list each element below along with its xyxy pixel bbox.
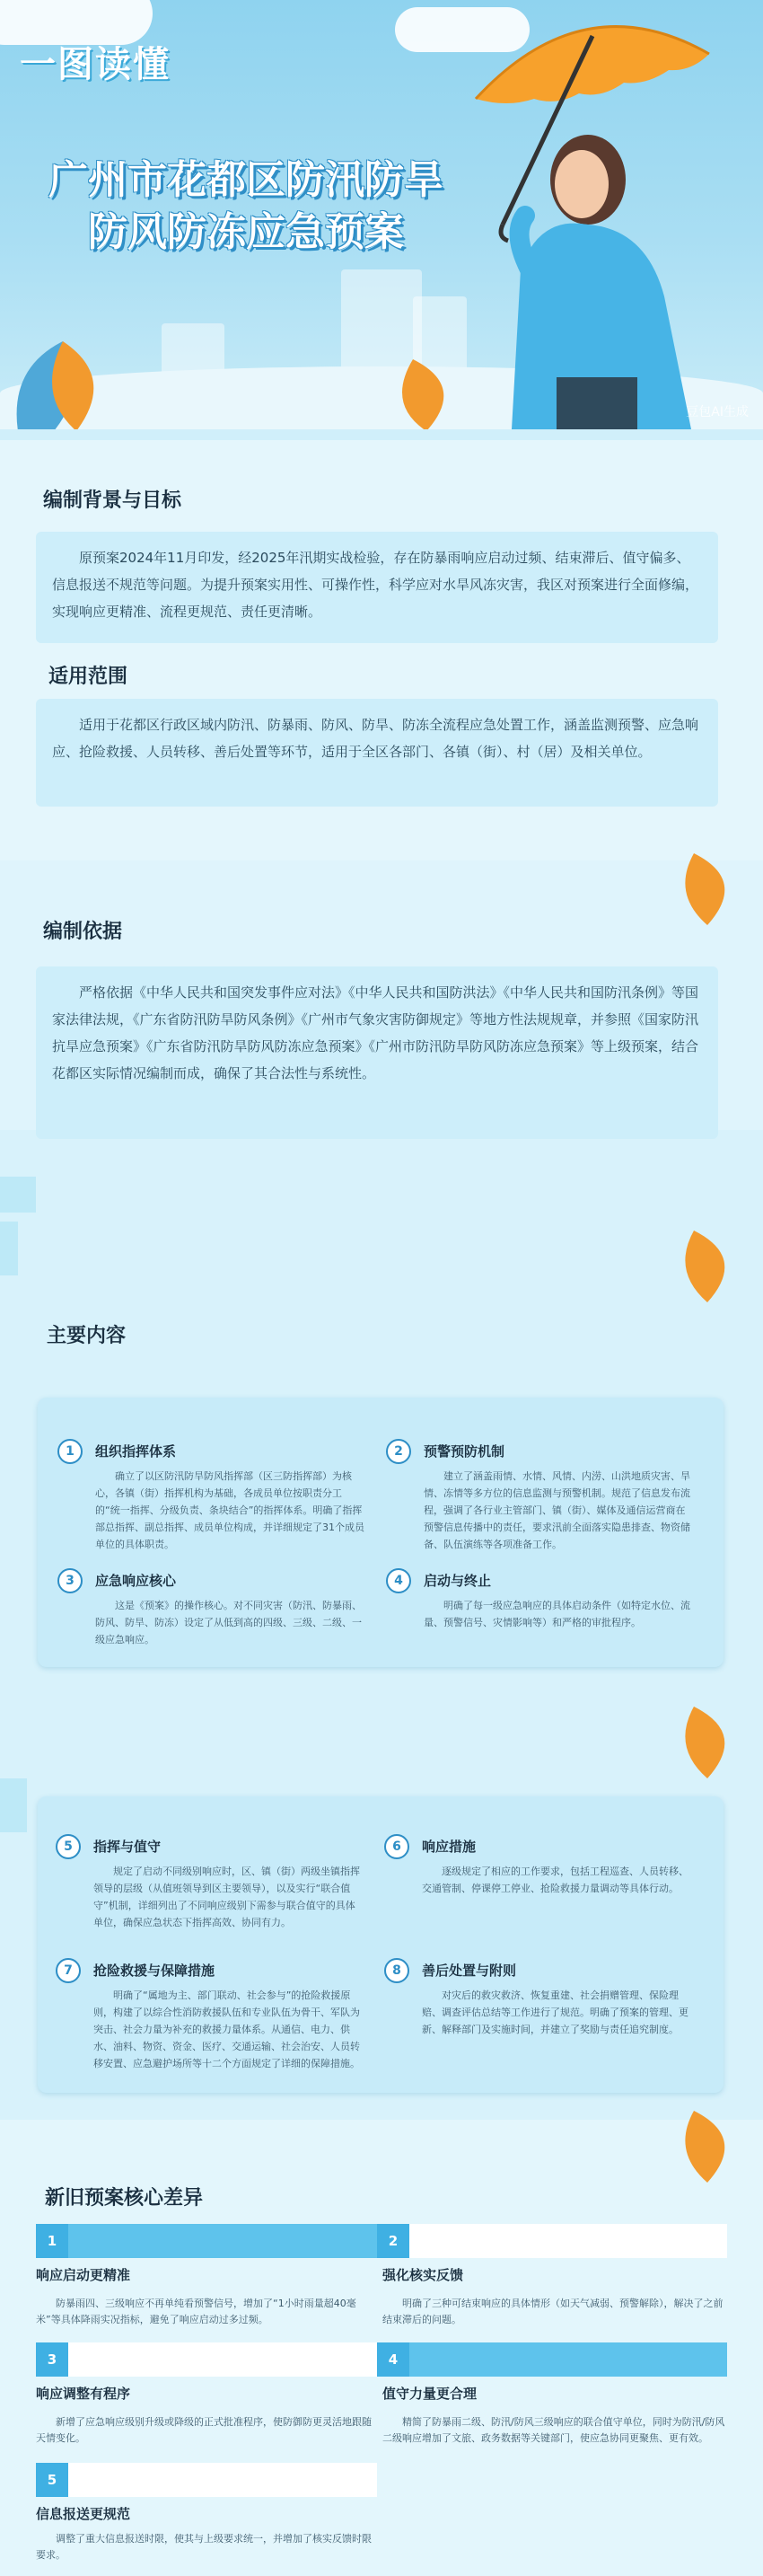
diff-text: 调整了重大信息报送时限，使其与上级要求统一，并增加了核实反馈时限要求。 — [36, 2533, 372, 2561]
diff-header-bar — [377, 2224, 727, 2258]
item-number-badge: 5 — [56, 1834, 81, 1859]
diff-number-badge: 3 — [36, 2342, 68, 2377]
diff-title: 值守力量更合理 — [382, 2386, 478, 2402]
diff-title: 强化核实反馈 — [382, 2267, 464, 2283]
square-decoration — [0, 1177, 36, 1213]
diff-number-badge: 5 — [36, 2463, 68, 2497]
scope-paragraph: 适用于花都区行政区域内防汛、防暴雨、防风、防旱、防冻全流程应急处置工作，涵盖监测预警、应急响应、抢险救援、人员转移、善后处置等环节，适用于全区各部门、各镇（街）、村（居）及相关单位。 — [36, 699, 718, 807]
diff-number-badge: 4 — [377, 2342, 409, 2377]
main-content-panel-1 — [38, 1398, 724, 1667]
square-decoration — [0, 1222, 18, 1275]
diff-title: 响应启动更精准 — [36, 2267, 131, 2283]
basis-paragraph: 严格依据《中华人民共和国突发事件应对法》《中华人民共和国防洪法》《中华人民共和国防汛条例》等国家法律法规，《广东省防汛防旱防风条例》《广州市气象灾害防御规定》等地方性法规规章，并参照《国家防汛抗旱应急预案》《广东省防汛防旱防风防冻应急预案》《广州市防汛防旱防风防冻应急预案》等上级预案，结合花都区实际情况编制而成，确保了其合法性与系统性。 — [36, 966, 718, 1139]
diff-number-badge: 1 — [36, 2224, 68, 2258]
diff-text: 明确了三种可结束响应的具体情形（如天气减弱、预警解除），解决了之前结束滞后的问题。 — [382, 2298, 724, 2325]
leaf-decoration — [671, 1707, 743, 1778]
item-number-badge: 3 — [57, 1568, 83, 1593]
page-tag: 一图读懂 — [20, 44, 171, 85]
item-text: 对灾后的救灾救济、恢复重建、社会捐赠管理、保险理赔、调查评估总结等工作进行了规范。明确了预案的管理、更新、解释部门及实施时间，并建立了奖励与责任追究制度。 — [422, 1989, 688, 2035]
section-title-scope: 适用范围 — [48, 666, 128, 688]
item-title: 响应措施 — [422, 1839, 477, 1855]
item-number-badge: 6 — [384, 1834, 409, 1859]
title-line-2: 防风防冻应急预案 — [88, 209, 404, 255]
diff-header-bar — [36, 2463, 377, 2497]
diff-text: 防暴雨四、三级响应不再单纯看预警信号，增加了“1小时雨量超40毫米”等具体降雨实况指标，避免了响应启动过多过频。 — [36, 2298, 356, 2325]
diff-header-bar — [36, 2224, 377, 2258]
item-number-badge: 7 — [56, 1958, 81, 1983]
main-content-panel-2 — [38, 1796, 724, 2093]
leaf-decoration — [386, 359, 467, 429]
diff-header-bar — [377, 2342, 727, 2377]
leaf-decoration — [36, 341, 117, 429]
leaf-decoration — [671, 853, 743, 925]
hero-banner — [0, 0, 763, 429]
item-number-badge: 4 — [386, 1568, 411, 1593]
diff-text: 精简了防暴雨二级、防汛/防风三级响应的联合值守单位，同时为防汛/防风二级响应增加了文旅、政务数据等关键部门，使应急协同更聚焦、更有效。 — [382, 2416, 725, 2444]
item-title: 应急响应核心 — [95, 1573, 177, 1589]
item-text: 逐级规定了相应的工作要求，包括工程巡查、人员转移、交通管制、停课停工停业、抢险救援力量调动等具体行动。 — [422, 1866, 688, 1894]
item-title: 指挥与值守 — [93, 1839, 162, 1855]
diff-title: 响应调整有程序 — [36, 2386, 131, 2402]
item-number-badge: 2 — [386, 1439, 411, 1464]
page-title — [13, 154, 479, 259]
item-text: 建立了涵盖雨情、水情、风情、内涝、山洪地质灾害、旱情、冻情等多方位的信息监测与预警机制。规范了信息发布流程，强调了各行业主管部门、镇（街）、媒体及通信运营商在预警信息传播中的责任，要求汛前全面落实隐患排查、物资储备、队伍演练等各项准备工作。 — [424, 1470, 690, 1550]
item-text: 这是《预案》的操作核心。对不同灾害（防汛、防暴雨、防风、防旱、防冻）设定了从低到高的四级、三级、二级、一级应急响应。 — [95, 1600, 362, 1645]
diff-header-bar — [36, 2342, 377, 2377]
leaf-decoration — [671, 1231, 743, 1302]
item-text: 规定了启动不同级别响应时，区、镇（街）两级坐镇指挥领导的层级（从值班领导到区主要领导），以及实行“联合值守”机制，详细列出了不同响应级别下需参与联合值守的具体单位，确保应急状态下指挥高效、协同有力。 — [93, 1866, 360, 1928]
item-title: 组织指挥体系 — [95, 1443, 177, 1460]
section-title-differences: 新旧预案核心差异 — [45, 2187, 204, 2210]
section-title-basis: 编制依据 — [43, 921, 123, 943]
item-number-badge: 1 — [57, 1439, 83, 1464]
section-title-main: 主要内容 — [47, 1325, 127, 1347]
diff-text: 新增了应急响应级别升级或降级的正式批准程序，使防御防更灵活地跟随天情变化。 — [36, 2416, 372, 2444]
square-decoration — [0, 1778, 27, 1832]
item-text: 明确了每一级应急响应的具体启动条件（如特定水位、流量、预警信号、灾情影响等）和严格的审批程序。 — [424, 1600, 690, 1628]
item-title: 预警预防机制 — [424, 1443, 505, 1460]
diff-number-badge: 2 — [377, 2224, 409, 2258]
divider — [0, 429, 763, 440]
section-title-background: 编制背景与目标 — [43, 490, 182, 512]
diff-title: 信息报送更规范 — [36, 2506, 131, 2522]
item-title: 善后处置与附则 — [422, 1963, 517, 1979]
item-number-badge: 8 — [384, 1958, 409, 1983]
title-line-1: 广州市花都区防汛防旱 — [48, 157, 443, 203]
leaf-decoration — [671, 2111, 743, 2183]
item-title: 抢险救援与保障措施 — [93, 1963, 215, 1979]
item-title: 启动与终止 — [424, 1573, 492, 1589]
ai-watermark: 豆包AI生成 — [686, 405, 749, 419]
background-paragraph: 原预案2024年11月印发，经2025年汛期实战检验，存在防暴雨响应启动过频、结束滞后、值守偏多、信息报送不规范等问题。为提升预案实用性、可操作性，科学应对水旱风冻灾害，我区对预案进行全面修编，实现响应更精准、流程更规范、责任更清晰。 — [36, 532, 718, 643]
item-text: 确立了以区防汛防旱防风指挥部（区三防指挥部）为核心，各镇（街）指挥机构为基础，各成员单位按职责分工的“统一指挥、分级负责、条块结合”的指挥体系。明确了指挥部总指挥、副总指挥、成员单位构成，并详细规定了31个成员单位的具体职责。 — [95, 1470, 364, 1550]
item-text: 明确了“属地为主、部门联动、社会参与”的抢险救援原则，构建了以综合性消防救援队伍和专业队伍为骨干、军队为突击、社会力量为补充的救援力量体系。从通信、电力、供水、油料、物资、资金、医疗、交通运输、社会治安、人员转移安置、应急避护场所等十二个方面规定了详细的保障措施。 — [93, 1989, 360, 2069]
